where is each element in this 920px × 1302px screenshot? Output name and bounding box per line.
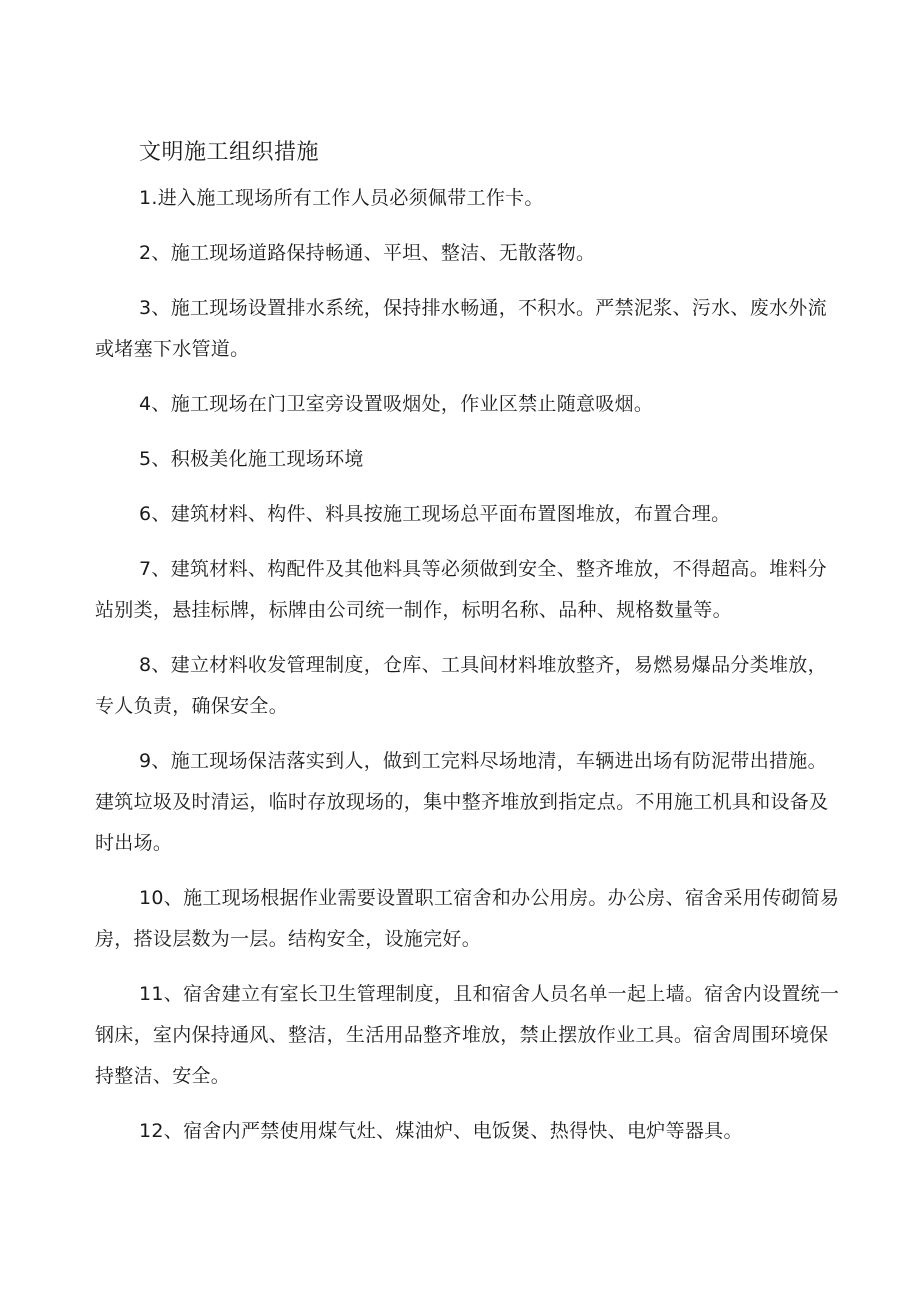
document-body: [95, 134, 840, 1152]
paragraph-9: 9、施工现场保洁落实到人，做到工完料尽场地清，车辆进出场有防泥带出措施。建筑垃圾及时清运，临时存放现场的，集中整齐堆放到指定点。不用施工机具和设备及时出场。: [95, 750, 829, 854]
paragraph-6: 6、建筑材料、构件、料具按施工现场总平面布置图堆放，布置合理。: [139, 503, 731, 525]
paragraph-11: 11、宿舍建立有室长卫生管理制度，且和宿舍人员名单一起上墙。宿舍内设置统一钢床，室内保持通风、整洁，生活用品整齐堆放，禁止摆放作业工具。宿舍周围环境保持整洁、安全。: [95, 983, 840, 1087]
paragraph-2: 2、施工现场道路保持畅通、平坦、整洁、无散落物。: [139, 242, 596, 264]
paragraph-10: 10、施工现场根据作业需要设置职工宿舍和办公用房。办公房、宿舍采用传砌简易房，搭设层数为一层。结构安全，设施完好。: [95, 887, 840, 950]
document-title: 文明施工组织措施: [139, 140, 320, 165]
paragraph-4: 4、施工现场在门卫室旁设置吸烟处，作业区禁止随意吸烟。: [139, 393, 654, 415]
paragraph-5: 5、积极美化施工现场环境: [139, 448, 364, 470]
paragraph-1: 1.进入施工现场所有工作人员必须佩带工作卡。: [139, 187, 544, 209]
paragraph-7: 7、建筑材料、构配件及其他料具等必须做到安全、整齐堆放，不得超高。堆料分站别类，悬挂标牌，标牌由公司统一制作，标明名称、品种、规格数量等。: [95, 558, 827, 621]
paragraph-3: 3、施工现场设置排水系统，保持排水畅通，不积水。严禁泥浆、污水、废水外流或堵塞下水管道。: [95, 297, 827, 360]
paragraph-8: 8、建立材料收发管理制度，仓库、工具间材料堆放整齐，易燃易爆品分类堆放，专人负责，确保安全。: [95, 654, 827, 717]
paragraph-12: 12、宿舍内严禁使用煤气灶、煤油炉、电饭煲、热得快、电炉等器具。: [139, 1120, 743, 1142]
